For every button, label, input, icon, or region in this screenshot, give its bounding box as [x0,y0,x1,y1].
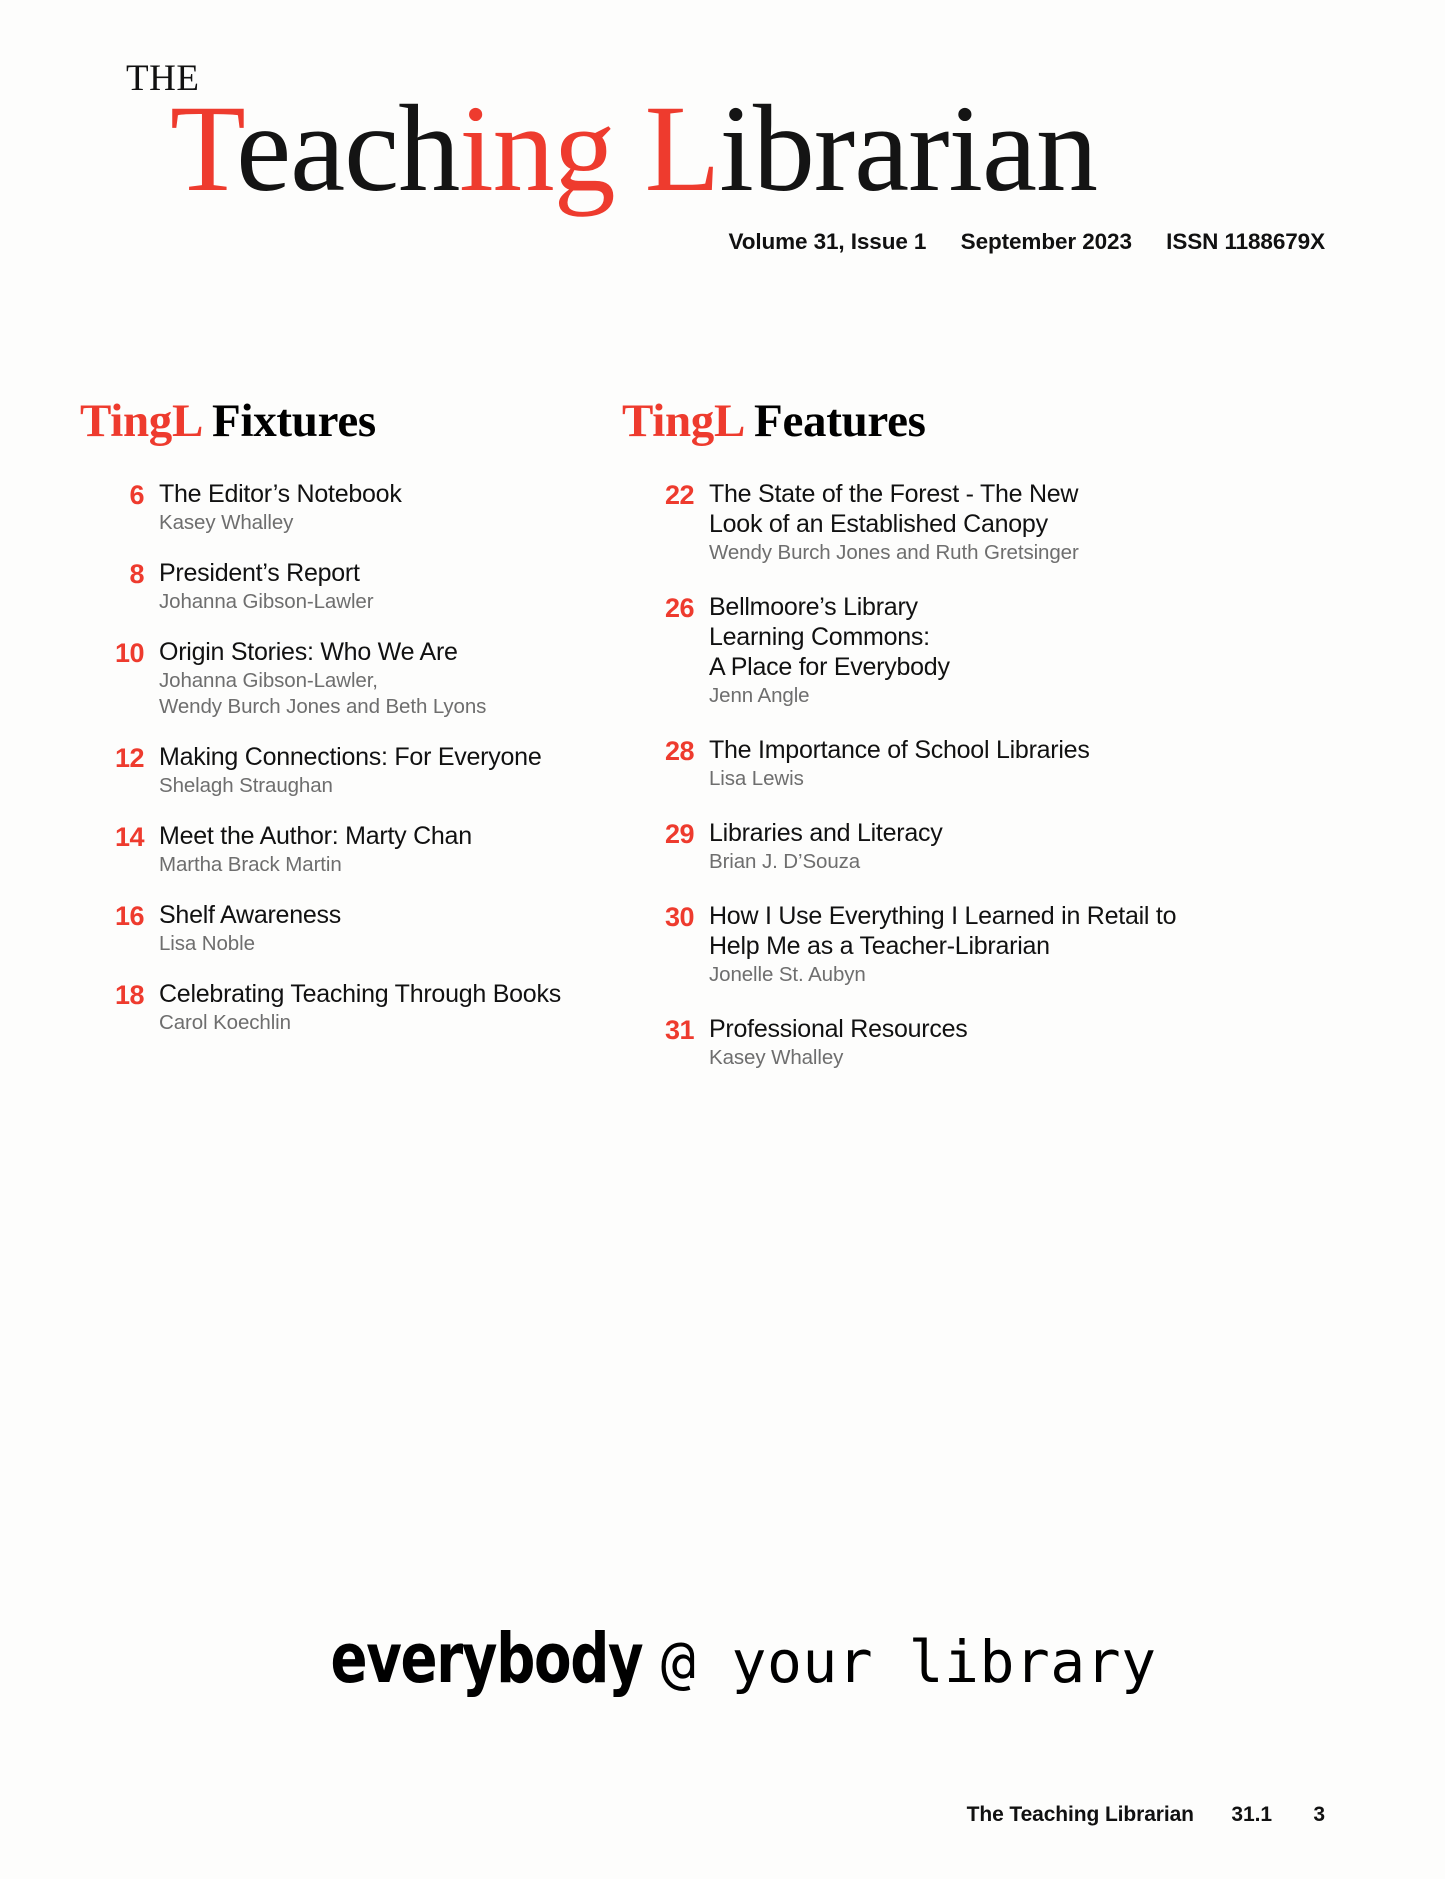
toc-page-number: 28 [664,736,694,766]
toc-author-line-1: Wendy Burch Jones and Ruth Gretsinger [709,541,1079,564]
toc-author-line-1: Lisa Lewis [709,767,804,790]
toc-entry-title[interactable] [159,742,600,772]
toc-entry[interactable] [80,479,600,536]
toc-page-number: 26 [664,593,694,623]
toc-entry-author [159,931,600,957]
toc-title-line-1: Making Connections: For Everyone [159,743,542,771]
toc-title-line-1: Meet the Author: Marty Chan [159,822,472,850]
toc-author-line-1: Carol Koechlin [159,1011,291,1034]
toc-entry-body [159,979,600,1036]
toc-entry[interactable] [622,479,1182,566]
toc-entry-author [709,1045,1182,1071]
toc-entry[interactable] [80,637,600,720]
toc-title-line-2: Help Me as a Teacher-Librarian [709,932,1050,960]
toc-page-number: 6 [129,480,144,510]
toc-title-line-2: Look of an Established Canopy [709,510,1048,538]
masthead-date: September 2023 [960,229,1132,254]
toc-entry-title[interactable] [709,479,1182,539]
toc-entry[interactable] [80,742,600,799]
toc-page-number: 29 [664,819,694,849]
toc-entry[interactable] [622,818,1182,875]
toc-entry-title[interactable] [159,637,600,667]
masthead-title-part-0: T [170,80,237,217]
fixtures-toc-list [80,479,600,1036]
toc-title-line-1: Bellmoore’s Library [709,593,918,621]
toc-entry[interactable] [622,592,1182,709]
toc-entry-author [709,540,1182,566]
toc-author-line-1: Johanna Gibson-Lawler [159,590,374,613]
toc-title-line-1: President’s Report [159,559,360,587]
fixtures-column [80,395,600,1058]
masthead-title-part-4: L [644,80,720,217]
toc-entry[interactable] [622,901,1182,988]
toc-entry-author [709,849,1182,875]
toc-entry-body [709,592,1182,709]
masthead-issue-line [728,229,1325,255]
toc-title-line-1: Shelf Awareness [159,901,342,929]
toc-entry-author [709,683,1182,709]
toc-title-line-3: A Place for Everybody [709,653,950,681]
toc-author-line-1: Brian J. D’Souza [709,850,861,873]
toc-entry[interactable] [80,979,600,1036]
toc-entry-body [709,818,1182,875]
toc-entry-author [159,589,600,615]
toc-entry-body [159,821,600,878]
toc-entry-author [709,962,1182,988]
toc-title-line-2: Learning Commons: [709,623,930,651]
toc-title-line-1: The Importance of School Libraries [709,736,1090,764]
toc-entry-title[interactable] [709,818,1182,848]
footer-publication: The Teaching Librarian [966,1803,1194,1826]
toc-entry-author [159,773,600,799]
toc-entry-title[interactable] [159,558,600,588]
toc-entry-body [159,742,600,799]
toc-entry-body [159,900,600,957]
fixtures-heading [80,395,600,447]
toc-entry-body [159,558,600,615]
toc-entry-body [159,637,600,720]
toc-entry-body [159,479,600,536]
tagline [0,1619,1445,1699]
features-heading [622,395,1182,447]
masthead-title-part-1: each [236,80,460,217]
toc-entry-title[interactable] [159,900,600,930]
toc-entry-author [709,766,1182,792]
toc-page-number: 12 [114,743,144,773]
masthead-title-part-5: ibrarian [719,80,1097,217]
masthead-title-part-2: ing [459,80,615,217]
features-heading-accent: TingL [622,395,746,447]
fixtures-heading-accent: TingL [80,395,204,447]
toc-page-number: 31 [664,1015,694,1045]
toc-author-line-1: Kasey Whalley [159,511,294,534]
toc-entry-author [159,1010,600,1036]
masthead-the-word: THE [126,58,200,99]
toc-page-number: 30 [664,902,694,932]
toc-entry-body [709,1014,1182,1071]
tagline-at-your-library: @ your library [660,1628,1157,1696]
toc-entry-title[interactable] [709,735,1182,765]
masthead-title [170,80,1097,217]
masthead-issn: ISSN 1188679X [1166,229,1325,254]
page-footer [967,1803,1325,1827]
toc-title-line-1: The State of the Forest - The New [709,480,1079,508]
toc-entry-body [709,735,1182,792]
toc-page-number: 22 [664,480,694,510]
toc-title-line-1: Professional Resources [709,1015,968,1043]
footer-page-number: 3 [1313,1803,1325,1826]
toc-entry-title[interactable] [709,901,1182,961]
toc-entry-title[interactable] [159,979,600,1009]
toc-entry-title[interactable] [159,821,600,851]
toc-entry-title[interactable] [709,592,1182,682]
toc-entry[interactable] [622,1014,1182,1071]
toc-entry-body [709,901,1182,988]
toc-title-line-1: The Editor’s Notebook [159,480,402,508]
toc-author-line-1: Shelagh Straughan [159,774,333,797]
toc-author-line-1: Kasey Whalley [709,1046,844,1069]
toc-entry[interactable] [80,821,600,878]
tagline-everybody: everybody [330,1619,643,1699]
toc-entry-title[interactable] [159,479,600,509]
toc-page-number: 8 [129,559,144,589]
toc-page-number: 14 [114,822,144,852]
toc-author-line-1: Johanna Gibson-Lawler, [159,669,378,692]
masthead-volume: Volume 31, Issue 1 [728,229,927,254]
toc-author-line-1: Lisa Noble [159,932,255,955]
masthead [0,44,1445,254]
footer-issue: 31.1 [1231,1803,1272,1826]
toc-author-line-2: Wendy Burch Jones and Beth Lyons [159,695,487,718]
toc-author-line-1: Jonelle St. Aubyn [709,963,866,986]
toc-entry-body [709,479,1182,566]
toc-author-line-1: Martha Brack Martin [159,853,342,876]
toc-entry[interactable] [80,900,600,957]
toc-entry[interactable] [80,558,600,615]
features-heading-rest: Features [754,395,926,447]
toc-author-line-1: Jenn Angle [709,684,810,707]
toc-title-line-1: Celebrating Teaching Through Books [159,980,561,1008]
masthead-title-part-3 [615,80,645,217]
toc-entry-author [159,510,600,536]
toc-title-line-1: Libraries and Literacy [709,819,943,847]
toc-entry[interactable] [622,735,1182,792]
toc-entry-author [159,852,600,878]
features-column [622,395,1182,1097]
toc-entry-title[interactable] [709,1014,1182,1044]
features-toc-list [622,479,1182,1071]
toc-page-number: 10 [114,638,144,668]
toc-page-number: 16 [114,901,144,931]
fixtures-heading-rest: Fixtures [212,395,376,447]
toc-title-line-1: Origin Stories: Who We Are [159,638,458,666]
toc-page-number: 18 [114,980,144,1010]
toc-title-line-1: How I Use Everything I Learned in Retail to [709,902,1177,930]
toc-entry-author [159,668,600,720]
